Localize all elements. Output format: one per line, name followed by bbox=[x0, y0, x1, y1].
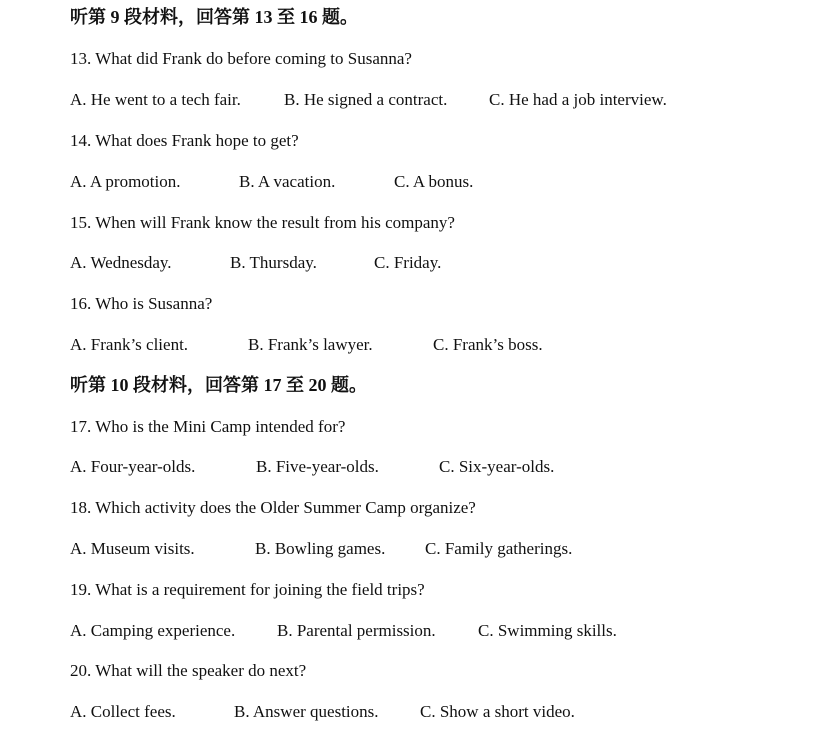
question-16-option-a: A. Frank’s client. bbox=[70, 335, 189, 354]
question-18-option-b: B. Bowling games. bbox=[255, 539, 386, 558]
section-heading-10: 听第 10 段材料，回答第 17 至 20 题。 bbox=[70, 375, 367, 395]
question-15-option-a: A. Wednesday. bbox=[70, 253, 172, 272]
question-13-option-a: A. He went to a tech fair. bbox=[70, 90, 241, 109]
question-14-option-b: B. A vacation. bbox=[239, 172, 336, 191]
question-20-option-b: B. Answer questions. bbox=[234, 702, 379, 721]
question-17-option-a: A. Four-year-olds. bbox=[70, 457, 196, 476]
question-13-option-c: C. He had a job interview. bbox=[489, 90, 667, 109]
question-13-option-b: B. He signed a contract. bbox=[284, 90, 448, 109]
question-20-stem: 20. What will the speaker do next? bbox=[70, 661, 307, 680]
question-15-option-c: C. Friday. bbox=[374, 253, 442, 272]
question-15-option-b: B. Thursday. bbox=[230, 253, 317, 272]
question-20-option-c: C. Show a short video. bbox=[420, 702, 575, 721]
question-19-stem: 19. What is a requirement for joining the field trips? bbox=[70, 580, 425, 599]
question-18-option-a: A. Museum visits. bbox=[70, 539, 195, 558]
section-heading-9: 听第 9 段材料，回答第 13 至 16 题。 bbox=[70, 7, 358, 27]
question-16-option-b: B. Frank’s lawyer. bbox=[248, 335, 373, 354]
question-15-stem: 15. When will Frank know the result from his company? bbox=[70, 213, 455, 232]
question-13-stem: 13. What did Frank do before coming to Susanna? bbox=[70, 49, 412, 68]
question-19-option-a: A. Camping experience. bbox=[70, 621, 236, 640]
question-18-stem: 18. Which activity does the Older Summer Camp organize? bbox=[70, 498, 476, 517]
question-14-option-a: A. A promotion. bbox=[70, 172, 181, 191]
question-14-stem: 14. What does Frank hope to get? bbox=[70, 131, 299, 150]
question-17-stem: 17. Who is the Mini Camp intended for? bbox=[70, 417, 346, 436]
question-19-option-b: B. Parental permission. bbox=[277, 621, 436, 640]
question-16-option-c: C. Frank’s boss. bbox=[433, 335, 543, 354]
question-17-option-c: C. Six-year-olds. bbox=[439, 457, 555, 476]
question-16-stem: 16. Who is Susanna? bbox=[70, 294, 213, 313]
question-14-option-c: C. A bonus. bbox=[394, 172, 474, 191]
question-20-option-a: A. Collect fees. bbox=[70, 702, 176, 721]
question-19-option-c: C. Swimming skills. bbox=[478, 621, 617, 640]
question-18-option-c: C. Family gatherings. bbox=[425, 539, 573, 558]
question-17-option-b: B. Five-year-olds. bbox=[256, 457, 379, 476]
